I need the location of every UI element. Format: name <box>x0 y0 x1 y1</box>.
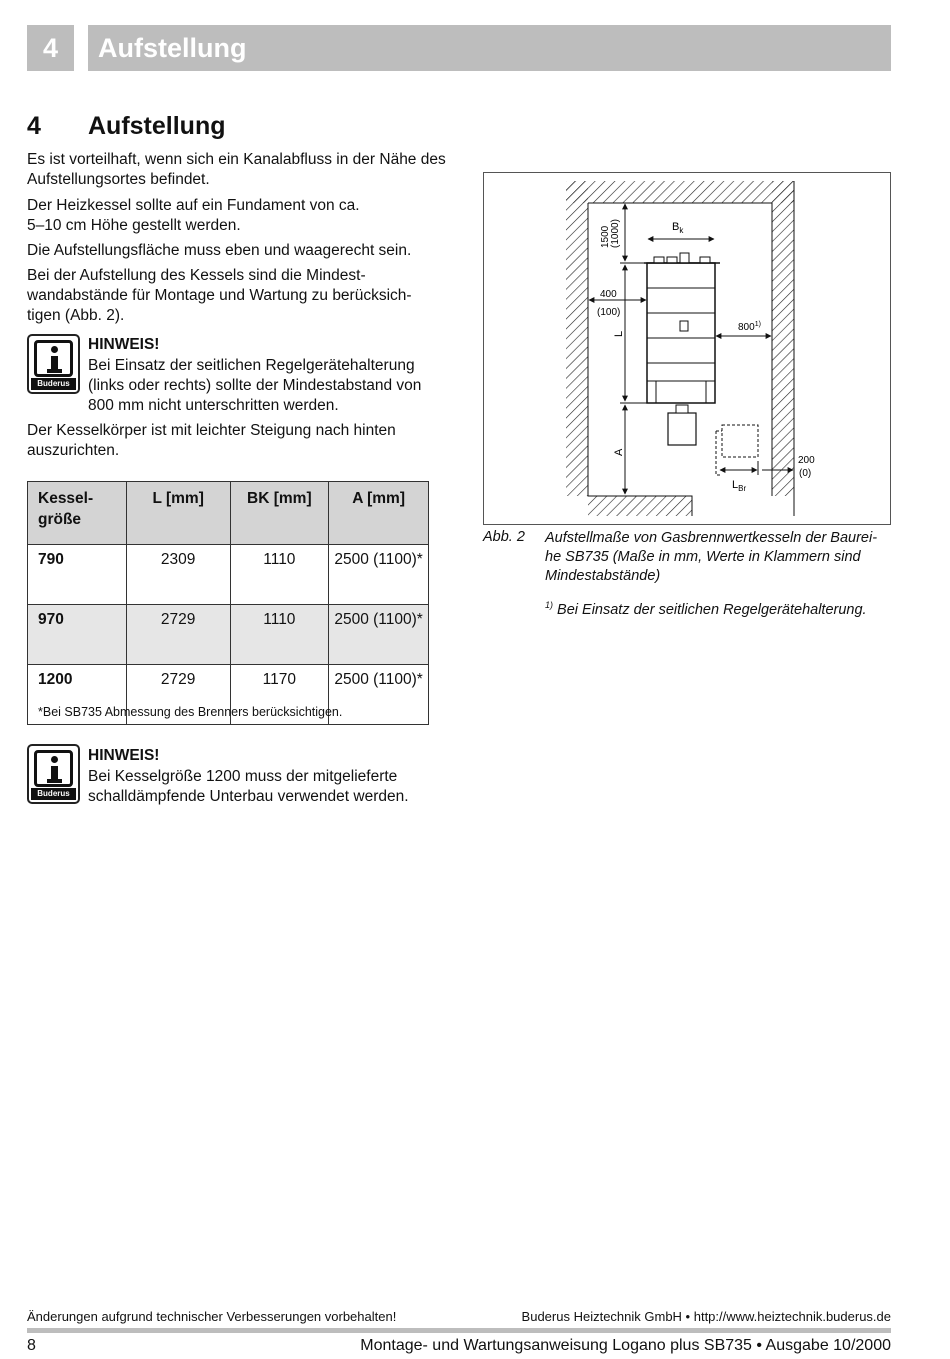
note-heading: HINWEIS! <box>88 336 160 353</box>
table-cell: 2500 (1100)* <box>329 605 429 665</box>
bk-label: $B_k$ <box>672 221 684 235</box>
table-cell: 970 <box>28 605 127 665</box>
table-footnote: *Bei SB735 Abmessung des Brenners berücksichtigen. <box>38 705 343 719</box>
installation-dimensions-drawing <box>484 173 890 524</box>
length-label: L <box>613 330 625 337</box>
column-header: Kessel- größe <box>28 482 127 545</box>
figure-footnote <box>545 600 891 618</box>
wall-hatch <box>772 181 794 496</box>
column-header: BK [mm] <box>230 482 329 545</box>
wall-hatch <box>566 181 588 496</box>
table-header-row <box>28 482 429 545</box>
table-cell: 1110 <box>230 605 329 665</box>
table-cell: 2500 (1100)* <box>329 545 429 605</box>
back-clearance-label: 200 <box>798 455 815 466</box>
note-text: Bei Einsatz der seitlichen Regelgerätehalterung (links oder rechts) sollte der Mindestabstand von 800 mm nicht unterschritten werden. <box>88 357 422 414</box>
a-dimension-label: A <box>613 448 625 456</box>
info-icon <box>27 334 80 394</box>
left-clearance-label: 400 <box>600 289 617 300</box>
column-header: L [mm] <box>126 482 230 545</box>
wall-hatch <box>566 181 794 203</box>
footer-disclaimer: Änderungen aufgrund technischer Verbesserungen vorbehalten! <box>27 1309 397 1324</box>
top-clearance-label: 1500 <box>600 225 611 248</box>
control-unit <box>722 425 758 457</box>
section-title: Aufstellung <box>88 112 226 140</box>
buderus-logo-label: Buderus <box>31 378 76 390</box>
table-cell: 2500 (1100)* <box>329 665 429 725</box>
table-cell: 790 <box>28 545 127 605</box>
left-clearance-min-label: (100) <box>597 307 621 318</box>
table-row <box>28 605 429 665</box>
footer-divider <box>27 1328 891 1333</box>
installation-diagram <box>483 172 891 525</box>
footnote-text: Bei Einsatz der seitlichen Regelgerätehalterung. <box>557 601 867 618</box>
chapter-title-bar: Aufstellung <box>88 25 891 71</box>
footnote-mark: 1) <box>545 600 554 610</box>
column-header: A [mm] <box>329 482 429 545</box>
note-heading: HINWEIS! <box>88 747 160 764</box>
table-cell: 2309 <box>126 545 230 605</box>
back-clearance-min-label: (0) <box>799 468 812 479</box>
burner <box>668 413 696 445</box>
paragraph-foundation: Der Heizkessel sollte auf ein Fundament von ca. 5–10 cm Höhe gestellt werden. <box>27 197 360 234</box>
table-cell: 1110 <box>230 545 329 605</box>
paragraph-wall-clearance: Bei der Aufstellung des Kessels sind die Mindest-wandabstände für Montage und Wartung zu berücksich-tigen (Abb. 2). <box>27 267 412 324</box>
right-clearance-label: 800$^{1)}$ <box>738 321 761 333</box>
page-number: 8 <box>27 1337 36 1354</box>
note-text: Bei Kesselgröße 1200 muss der mitgelieferte schalldämpfende Unterbau verwendet werden. <box>88 768 409 805</box>
chapter-number-tab: 4 <box>27 25 74 71</box>
figure-caption-label: Abb. 2 <box>483 529 525 545</box>
paragraph-level-surface: Die Aufstellungsfläche muss eben und waagerecht sein. <box>27 242 412 259</box>
table-row <box>28 545 429 605</box>
paragraph-incline: Der Kesselkörper ist mit leichter Steigung nach hinten auszurichten. <box>27 422 396 459</box>
boiler-body <box>647 263 715 403</box>
document-title: Montage- und Wartungsanweisung Logano plus SB735 • Ausgabe 10/2000 <box>360 1337 891 1354</box>
buderus-logo-label: Buderus <box>31 788 76 800</box>
table-cell: 2729 <box>126 605 230 665</box>
top-clearance-min-label: (1000) <box>610 219 621 248</box>
dimensions-table <box>27 481 429 725</box>
lbr-label: $L_{Br}$ <box>732 479 747 493</box>
section-number: 4 <box>27 112 41 140</box>
paragraph-drain: Es ist vorteilhaft, wenn sich ein Kanalabfluss in der Nähe des Aufstellungsortes befindet. <box>27 151 446 188</box>
wall-hatch <box>588 496 692 516</box>
table-cell: 2729 <box>126 665 230 725</box>
table-cell: 1170 <box>230 665 329 725</box>
info-icon <box>27 744 80 804</box>
figure-caption: Aufstellmaße von Gasbrennwertkesseln der Baurei-he SB735 (Maße in mm, Werte in Klammern sind Mindestabstände) <box>545 530 878 584</box>
table-cell: 1200 <box>28 665 127 725</box>
footer-company: Buderus Heiztechnik GmbH • http://www.heiztechnik.buderus.de <box>521 1309 891 1324</box>
